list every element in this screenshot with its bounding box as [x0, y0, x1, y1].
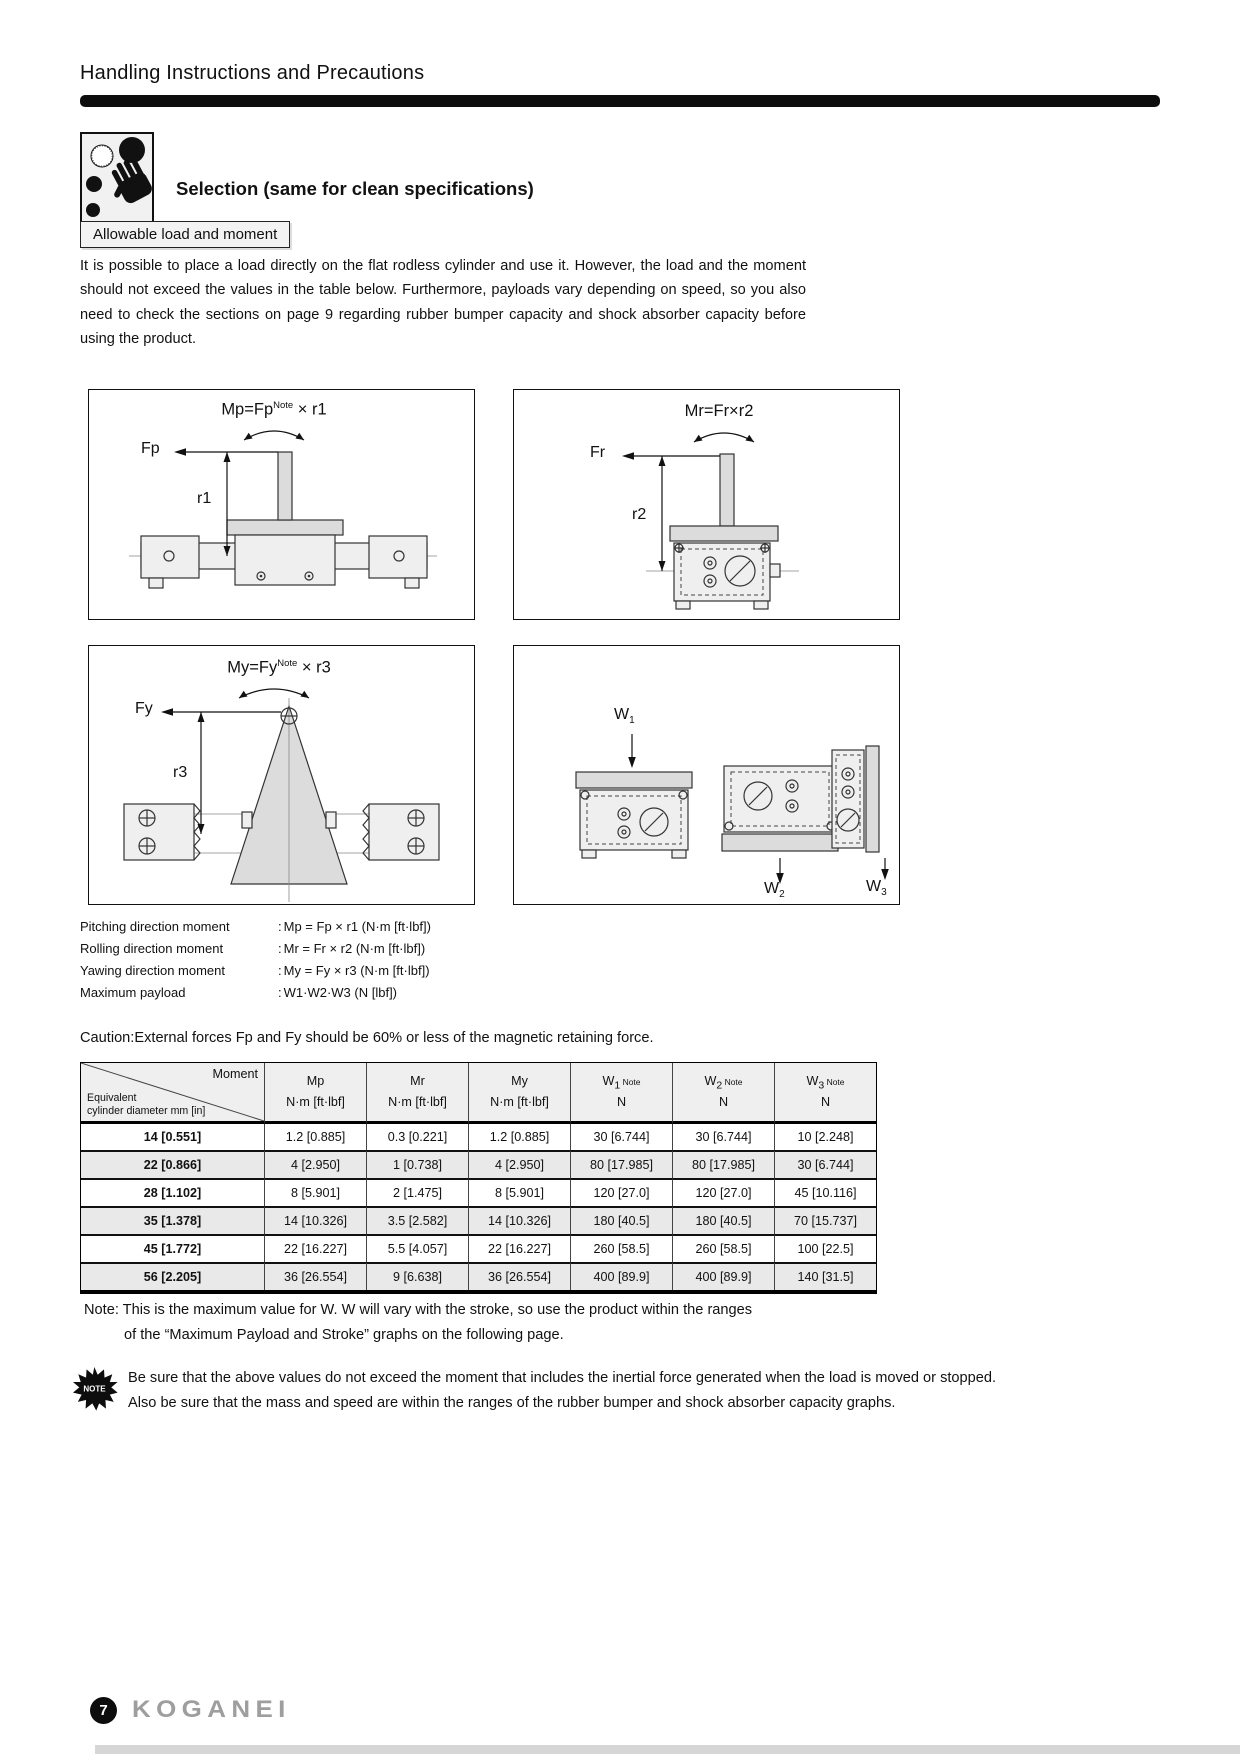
column-header-mp: Mp N·m [ft·lbf] — [264, 1063, 366, 1124]
table-cell: 180 [40.5] — [570, 1206, 672, 1234]
definition-colon: : — [278, 985, 282, 1000]
column-header-mr: Mr N·m [ft·lbf] — [366, 1063, 468, 1124]
table-cell: 9 [6.638] — [366, 1262, 468, 1290]
warning-paragraph-2: Also be sure that the mass and speed are within the ranges of the rubber bumper and shock absorber capacity graphs. — [128, 1394, 896, 1411]
definition-value: Mr = Fr × r2 (N·m [ft·lbf]) — [283, 941, 426, 956]
radius-label-r3: r3 — [173, 764, 188, 781]
yawing-diagram-drawing — [89, 646, 474, 904]
table-cell: 30 [6.744] — [570, 1124, 672, 1150]
definition-colon: : — [278, 919, 282, 934]
diagram-yawing-moment — [88, 645, 475, 905]
bottom-edge-strip — [95, 1745, 1240, 1754]
definition-colon: : — [278, 941, 282, 956]
payload-diagram-drawing — [514, 646, 899, 904]
table-note-line2: of the “Maximum Payload and Stroke” graphs on the following page. — [124, 1327, 564, 1343]
table-cell: 1.2 [0.885] — [264, 1124, 366, 1150]
definition-label: Maximum payload — [80, 985, 186, 1000]
table-cell: 120 [27.0] — [672, 1178, 774, 1206]
corner-label-line2: cylinder diameter mm [in] — [87, 1105, 206, 1117]
table-row-diameter: 22 [0.866] — [81, 1150, 264, 1178]
yawing-formula — [144, 658, 414, 678]
table-cell: 4 [2.950] — [264, 1150, 366, 1178]
definition-colon: : — [278, 963, 282, 978]
table-row-diameter: 14 [0.551] — [81, 1124, 264, 1150]
table-cell: 30 [6.744] — [672, 1124, 774, 1150]
table-cell: 140 [31.5] — [774, 1262, 876, 1290]
column-header-w3: $W_3$ Note N — [774, 1063, 876, 1124]
diagram-rolling-moment — [513, 389, 900, 620]
handling-icon — [80, 132, 154, 228]
corner-label-diameter — [87, 1092, 205, 1118]
page-header-title: Handling Instructions and Precautions — [80, 62, 425, 84]
definition-value: W1·W2·W3 (N [lbf]) — [283, 985, 398, 1000]
table-cell: 22 [16.227] — [264, 1234, 366, 1262]
diagram-pitching-moment — [88, 389, 475, 620]
table-note-line1: Note: This is the maximum value for W. W will vary with the stroke, so use the product within the ranges — [84, 1302, 753, 1318]
table-cell: 80 [17.985] — [570, 1150, 672, 1178]
column-header-w1: $W_1$ Note N — [570, 1063, 672, 1124]
koganei-logo: KOGANEI — [132, 1696, 291, 1723]
definition-label: Pitching direction moment — [80, 919, 230, 934]
caution-text: Caution:External forces Fp and Fy should be 60% or less of the magnetic retaining force. — [80, 1030, 654, 1046]
table-cell: 10 [2.248] — [774, 1124, 876, 1150]
definition-value: Mp = Fp × r1 (N·m [ft·lbf]) — [283, 919, 431, 934]
table-cell: 14 [10.326] — [264, 1206, 366, 1234]
force-label-fr: Fr — [590, 444, 606, 461]
table-row-diameter: 28 [1.102] — [81, 1178, 264, 1206]
pitching-formula — [149, 400, 399, 420]
table-cell: 3.5 [2.582] — [366, 1206, 468, 1234]
column-header-my: My N·m [ft·lbf] — [468, 1063, 570, 1124]
payload-label-w1 — [614, 706, 635, 726]
payload-label-w2 — [764, 880, 785, 900]
intro-paragraph: It is possible to place a load directly on the flat rodless cylinder and use it. However, the load and the moment should not exceed the values in the table below. Furthermore, payloads vary depending on speed, so you also need to check the sections on page 9 regarding rubber bumper capacity and shock absorber capacity before using the product. — [80, 258, 806, 348]
table-cell: 2 [1.475] — [366, 1178, 468, 1206]
w1-main: W — [614, 706, 630, 723]
table-cell: 5.5 [4.057] — [366, 1234, 468, 1262]
subsection-label: Allowable load and moment — [80, 221, 290, 248]
yawing-formula-tail: × r3 — [297, 658, 331, 677]
moment-definitions — [80, 916, 431, 1004]
definition-label: Rolling direction moment — [80, 941, 224, 956]
column-header-w2: $W_2$ Note N — [672, 1063, 774, 1124]
w2-sub: 2 — [779, 889, 785, 901]
table-cell: 260 [58.5] — [672, 1234, 774, 1262]
corner-label-line1: Equivalent — [87, 1092, 137, 1104]
table-cell: 1 [0.738] — [366, 1150, 468, 1178]
page-number-badge: 7 — [90, 1697, 117, 1724]
w1-sub: 1 — [629, 715, 635, 727]
table-corner-cell — [81, 1063, 264, 1124]
table-cell: 8 [5.901] — [264, 1178, 366, 1206]
table-cell: 45 [10.116] — [774, 1178, 876, 1206]
w3-main: W — [866, 878, 882, 895]
warning-paragraph-1: Be sure that the above values do not exceed the moment that includes the inertial force generated when the load is moved or stopped. — [128, 1370, 997, 1386]
rolling-formula — [594, 402, 844, 421]
table-cell: 36 [26.554] — [264, 1262, 366, 1290]
note-burst-label: NOTE — [83, 1384, 106, 1394]
w3-sub: 3 — [881, 887, 887, 899]
rolling-formula-main: Mr=Fr×r2 — [684, 402, 754, 420]
table-cell: 100 [22.5] — [774, 1234, 876, 1262]
section-title: Selection (same for clean specifications) — [176, 178, 534, 199]
table-note — [84, 1298, 752, 1348]
note-burst-icon — [72, 1366, 118, 1412]
pitching-formula-main: Mp=Fp — [221, 400, 274, 419]
table-cell: 1.2 [0.885] — [468, 1124, 570, 1150]
definition-row — [80, 938, 431, 960]
diagram-maximum-payload — [513, 645, 900, 905]
table-cell: 70 [15.737] — [774, 1206, 876, 1234]
note-burst-graphic — [72, 1366, 118, 1412]
w2-main: W — [764, 880, 780, 897]
table-cell: 180 [40.5] — [672, 1206, 774, 1234]
header-rule-bar — [80, 95, 1160, 107]
yawing-formula-main: My=Fy — [227, 658, 278, 677]
table-cell: 400 [89.9] — [570, 1262, 672, 1290]
handling-icon-graphic — [82, 134, 152, 226]
table-row-diameter: 56 [2.205] — [81, 1262, 264, 1290]
pitching-formula-note: Note — [273, 400, 294, 411]
definition-label: Yawing direction moment — [80, 963, 225, 978]
table-row-diameter: 35 [1.378] — [81, 1206, 264, 1234]
force-label-fy: Fy — [135, 700, 153, 717]
table-row-diameter: 45 [1.772] — [81, 1234, 264, 1262]
definition-value: My = Fy × r3 (N·m [ft·lbf]) — [283, 963, 430, 978]
table-cell: 36 [26.554] — [468, 1262, 570, 1290]
definition-row — [80, 982, 431, 1004]
table-cell: 14 [10.326] — [468, 1206, 570, 1234]
table-cell: 400 [89.9] — [672, 1262, 774, 1290]
table-cell: 120 [27.0] — [570, 1178, 672, 1206]
pitching-diagram-drawing — [89, 390, 474, 619]
payload-label-w3 — [866, 878, 887, 898]
corner-label-moment: Moment — [212, 1067, 258, 1081]
table-cell: 8 [5.901] — [468, 1178, 570, 1206]
radius-label-r2: r2 — [632, 506, 647, 523]
table-cell: 260 [58.5] — [570, 1234, 672, 1262]
force-label-fp: Fp — [141, 440, 160, 457]
definition-row — [80, 916, 431, 938]
definition-row — [80, 960, 431, 982]
pitching-formula-tail: × r1 — [293, 400, 327, 419]
table-cell: 4 [2.950] — [468, 1150, 570, 1178]
rolling-diagram-drawing — [514, 390, 899, 619]
warning-paragraphs — [128, 1366, 1086, 1415]
table-cell: 80 [17.985] — [672, 1150, 774, 1178]
allowable-load-table — [80, 1062, 877, 1294]
table-cell: 30 [6.744] — [774, 1150, 876, 1178]
table-cell: 22 [16.227] — [468, 1234, 570, 1262]
table-cell: 0.3 [0.221] — [366, 1124, 468, 1150]
yawing-formula-note: Note — [277, 658, 298, 669]
radius-label-r1: r1 — [197, 490, 212, 507]
